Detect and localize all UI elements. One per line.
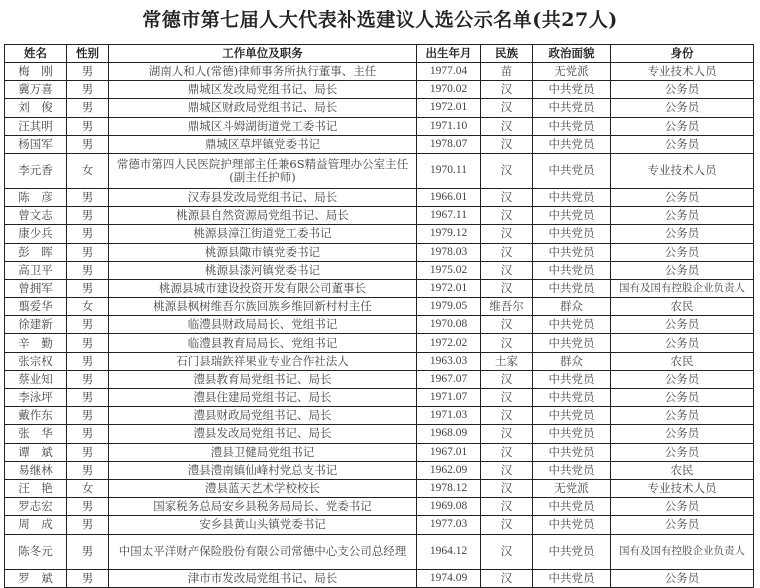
cell-politics: 中共党员: [533, 316, 611, 334]
cell-politics: 中共党员: [533, 461, 611, 479]
cell-identity: 公务员: [611, 225, 754, 243]
cell-ethnicity: 汉: [481, 153, 533, 188]
cell-birth: 1974.09: [417, 569, 481, 587]
header-identity: 身份: [611, 45, 754, 63]
cell-name: 李泳坪: [5, 389, 67, 407]
cell-gender: 男: [67, 334, 109, 352]
cell-ethnicity: 汉: [481, 99, 533, 117]
cell-ethnicity: 汉: [481, 188, 533, 206]
cell-name: 曾拥军: [5, 279, 67, 297]
cell-name: 戴作东: [5, 407, 67, 425]
cell-name: 曾文志: [5, 207, 67, 225]
cell-ethnicity: 汉: [481, 279, 533, 297]
cell-birth: 1972.01: [417, 99, 481, 117]
cell-birth: 1972.02: [417, 334, 481, 352]
table-row: [5, 261, 754, 279]
cell-identity: 公务员: [611, 99, 754, 117]
cell-name: 翦爱华: [5, 298, 67, 316]
cell-workplace: 澧县住建局党组书记、局长: [109, 389, 417, 407]
cell-name: 刘 俊: [5, 99, 67, 117]
cell-birth: 1971.10: [417, 117, 481, 135]
cell-identity: 国有及国有控股企业负责人: [611, 534, 754, 569]
cell-gender: 男: [67, 316, 109, 334]
cell-birth: 1970.11: [417, 153, 481, 188]
cell-gender: 男: [67, 461, 109, 479]
cell-gender: 男: [67, 498, 109, 516]
cell-politics: 中共党员: [533, 188, 611, 206]
header-ethnicity: 民族: [481, 45, 533, 63]
cell-name: 汪 艳: [5, 479, 67, 497]
table-row: [5, 298, 754, 316]
cell-gender: 女: [67, 298, 109, 316]
cell-politics: 群众: [533, 298, 611, 316]
cell-identity: 专业技术人员: [611, 153, 754, 188]
cell-name: 陈 彦: [5, 188, 67, 206]
cell-politics: 群众: [533, 352, 611, 370]
cell-gender: 男: [67, 63, 109, 81]
cell-name: 汪其明: [5, 117, 67, 135]
cell-workplace: 澧县发改局党组书记、局长: [109, 425, 417, 443]
table-row: [5, 225, 754, 243]
cell-name: 李元香: [5, 153, 67, 188]
cell-politics: 中共党员: [533, 425, 611, 443]
cell-politics: 中共党员: [533, 334, 611, 352]
cell-identity: 公务员: [611, 81, 754, 99]
cell-identity: 公务员: [611, 135, 754, 153]
cell-gender: 男: [67, 425, 109, 443]
cell-politics: 中共党员: [533, 135, 611, 153]
cell-gender: 男: [67, 407, 109, 425]
cell-workplace: 津市市发改局党组书记、局长: [109, 569, 417, 587]
cell-name: 张宗权: [5, 352, 67, 370]
cell-ethnicity: 汉: [481, 225, 533, 243]
cell-identity: 公务员: [611, 261, 754, 279]
cell-identity: 专业技术人员: [611, 479, 754, 497]
table-row: [5, 370, 754, 388]
cell-identity: 国有及国有控股企业负责人: [611, 279, 754, 297]
cell-gender: 男: [67, 261, 109, 279]
cell-identity: 公务员: [611, 370, 754, 388]
cell-birth: 1979.05: [417, 298, 481, 316]
cell-ethnicity: 汉: [481, 534, 533, 569]
cell-politics: 中共党员: [533, 534, 611, 569]
table-row: [5, 153, 754, 188]
cell-gender: 男: [67, 352, 109, 370]
cell-name: 谭 斌: [5, 443, 67, 461]
cell-gender: 男: [67, 188, 109, 206]
cell-name: 陈冬元: [5, 534, 67, 569]
cell-gender: 男: [67, 516, 109, 534]
header-workplace: 工作单位及职务: [109, 45, 417, 63]
cell-identity: 公务员: [611, 498, 754, 516]
cell-workplace: 临澧县教育局局长、党组书记: [109, 334, 417, 352]
cell-identity: 公务员: [611, 117, 754, 135]
cell-workplace: 桃源县陬市镇党委书记: [109, 243, 417, 261]
cell-ethnicity: 汉: [481, 569, 533, 587]
cell-name: 周 成: [5, 516, 67, 534]
cell-ethnicity: 汉: [481, 516, 533, 534]
cell-gender: 男: [67, 389, 109, 407]
cell-ethnicity: 汉: [481, 425, 533, 443]
cell-identity: 公务员: [611, 188, 754, 206]
cell-workplace: 国家税务总局安乡县税务局局长、党委书记: [109, 498, 417, 516]
cell-name: 罗志宏: [5, 498, 67, 516]
cell-politics: 中共党员: [533, 225, 611, 243]
cell-politics: 中共党员: [533, 117, 611, 135]
cell-politics: 中共党员: [533, 153, 611, 188]
cell-politics: 中共党员: [533, 99, 611, 117]
table-row: [5, 188, 754, 206]
cell-gender: 男: [67, 117, 109, 135]
cell-ethnicity: 汉: [481, 461, 533, 479]
cell-politics: 中共党员: [533, 516, 611, 534]
cell-workplace: 桃源县漳江街道党工委书记: [109, 225, 417, 243]
table-row: [5, 443, 754, 461]
cell-ethnicity: 维吾尔: [481, 298, 533, 316]
cell-workplace: 安乡县黄山头镇党委书记: [109, 516, 417, 534]
table-row: [5, 334, 754, 352]
cell-birth: 1979.12: [417, 225, 481, 243]
cell-gender: 女: [67, 153, 109, 188]
cell-birth: 1978.03: [417, 243, 481, 261]
table-row: [5, 117, 754, 135]
cell-politics: 中共党员: [533, 243, 611, 261]
cell-workplace: 汉寿县发改局党组书记、局长: [109, 188, 417, 206]
cell-birth: 1966.01: [417, 188, 481, 206]
cell-workplace: 桃源县自然资源局党组书记、局长: [109, 207, 417, 225]
cell-identity: 农民: [611, 298, 754, 316]
cell-gender: 男: [67, 443, 109, 461]
cell-gender: 男: [67, 207, 109, 225]
cell-workplace: 桃源县漆河镇党委书记: [109, 261, 417, 279]
table-row: [5, 316, 754, 334]
cell-birth: 1967.01: [417, 443, 481, 461]
header-birth: 出生年月: [417, 45, 481, 63]
cell-gender: 男: [67, 135, 109, 153]
cell-politics: 中共党员: [533, 279, 611, 297]
table-header-row: [5, 45, 754, 63]
header-gender: 性别: [67, 45, 109, 63]
cell-birth: 1977.04: [417, 63, 481, 81]
cell-gender: 男: [67, 370, 109, 388]
cell-name: 杨国军: [5, 135, 67, 153]
table-row: [5, 207, 754, 225]
cell-ethnicity: 汉: [481, 370, 533, 388]
table-row: [5, 479, 754, 497]
cell-birth: 1967.11: [417, 207, 481, 225]
cell-ethnicity: 汉: [481, 243, 533, 261]
cell-name: 彭 晖: [5, 243, 67, 261]
cell-ethnicity: 汉: [481, 135, 533, 153]
cell-politics: 中共党员: [533, 81, 611, 99]
table-row: [5, 516, 754, 534]
cell-workplace: 鼎城区发改局党组书记、局长: [109, 81, 417, 99]
cell-workplace: 桃源县城市建设投资开发有限公司董事长: [109, 279, 417, 297]
table-row: [5, 352, 754, 370]
cell-workplace: 临澧县财政局局长、党组书记: [109, 316, 417, 334]
cell-ethnicity: 汉: [481, 316, 533, 334]
table-row: [5, 279, 754, 297]
cell-politics: 中共党员: [533, 261, 611, 279]
cell-birth: 1978.07: [417, 135, 481, 153]
cell-name: 张 华: [5, 425, 67, 443]
cell-ethnicity: 汉: [481, 334, 533, 352]
cell-birth: 1970.08: [417, 316, 481, 334]
table-row: [5, 63, 754, 81]
cell-birth: 1970.02: [417, 81, 481, 99]
cell-identity: 公务员: [611, 425, 754, 443]
table-row: [5, 407, 754, 425]
table-row: [5, 389, 754, 407]
cell-birth: 1971.07: [417, 389, 481, 407]
cell-birth: 1964.12: [417, 534, 481, 569]
cell-identity: 农民: [611, 461, 754, 479]
cell-workplace: 澧县卫健局党组书记: [109, 443, 417, 461]
cell-birth: 1962.09: [417, 461, 481, 479]
cell-ethnicity: 土家: [481, 352, 533, 370]
table-row: [5, 243, 754, 261]
table-row: [5, 534, 754, 569]
cell-ethnicity: 汉: [481, 81, 533, 99]
cell-birth: 1975.02: [417, 261, 481, 279]
cell-identity: 公务员: [611, 443, 754, 461]
cell-politics: 中共党员: [533, 569, 611, 587]
cell-name: 易继林: [5, 461, 67, 479]
cell-politics: 中共党员: [533, 407, 611, 425]
cell-workplace: 澧县财政局党组书记、局长: [109, 407, 417, 425]
cell-politics: 中共党员: [533, 370, 611, 388]
cell-politics: 中共党员: [533, 443, 611, 461]
cell-identity: 公务员: [611, 569, 754, 587]
cell-identity: 公务员: [611, 207, 754, 225]
cell-workplace: 鼎城区斗姆湖街道党工委书记: [109, 117, 417, 135]
cell-gender: 男: [67, 279, 109, 297]
cell-name: 高卫平: [5, 261, 67, 279]
cell-workplace: 桃源县枫树维吾尔族回族乡维回新村村主任: [109, 298, 417, 316]
cell-politics: 中共党员: [533, 389, 611, 407]
cell-ethnicity: 汉: [481, 261, 533, 279]
cell-gender: 男: [67, 534, 109, 569]
cell-workplace: 澧县澧南镇仙峰村党总支书记: [109, 461, 417, 479]
cell-workplace: 湖南人和人(常德)律师事务所执行董事、主任: [109, 63, 417, 81]
cell-birth: 1978.12: [417, 479, 481, 497]
candidate-table: [4, 44, 754, 588]
cell-ethnicity: 汉: [481, 443, 533, 461]
cell-ethnicity: 汉: [481, 498, 533, 516]
cell-workplace: 鼎城区草坪镇党委书记: [109, 135, 417, 153]
table-row: [5, 569, 754, 587]
cell-politics: 中共党员: [533, 207, 611, 225]
cell-name: 梅 刚: [5, 63, 67, 81]
cell-identity: 农民: [611, 352, 754, 370]
cell-name: 罗 斌: [5, 569, 67, 587]
header-name: 姓名: [5, 45, 67, 63]
cell-birth: 1977.03: [417, 516, 481, 534]
cell-gender: 男: [67, 81, 109, 99]
page-title: 常德市第七届人大代表补选建议人选公示名单(共27人): [142, 9, 618, 31]
cell-identity: 公务员: [611, 243, 754, 261]
cell-ethnicity: 汉: [481, 479, 533, 497]
cell-gender: 女: [67, 479, 109, 497]
cell-gender: 男: [67, 225, 109, 243]
table-body: [5, 63, 754, 588]
cell-politics: 无党派: [533, 63, 611, 81]
cell-name: 蔡业知: [5, 370, 67, 388]
table-row: [5, 498, 754, 516]
header-politics: 政治面貌: [533, 45, 611, 63]
table-row: [5, 99, 754, 117]
cell-identity: 公务员: [611, 316, 754, 334]
cell-ethnicity: 苗: [481, 63, 533, 81]
cell-workplace: 常德市第四人民医院护理部主任兼6S精益管理办公室主任(副主任护师): [109, 153, 417, 188]
cell-politics: 中共党员: [533, 498, 611, 516]
table-row: [5, 135, 754, 153]
cell-birth: 1972.01: [417, 279, 481, 297]
cell-identity: 公务员: [611, 334, 754, 352]
cell-birth: 1963.03: [417, 352, 481, 370]
cell-ethnicity: 汉: [481, 389, 533, 407]
cell-workplace: 澧县蓝天艺术学校校长: [109, 479, 417, 497]
cell-ethnicity: 汉: [481, 207, 533, 225]
cell-identity: 公务员: [611, 389, 754, 407]
cell-politics: 无党派: [533, 479, 611, 497]
cell-name: 冀万喜: [5, 81, 67, 99]
cell-gender: 男: [67, 99, 109, 117]
cell-gender: 男: [67, 569, 109, 587]
cell-ethnicity: 汉: [481, 407, 533, 425]
cell-name: 辛 勤: [5, 334, 67, 352]
table-row: [5, 81, 754, 99]
table-row: [5, 425, 754, 443]
cell-name: 徐建新: [5, 316, 67, 334]
cell-workplace: 澧县教育局党组书记、局长: [109, 370, 417, 388]
cell-ethnicity: 汉: [481, 117, 533, 135]
cell-gender: 男: [67, 243, 109, 261]
table-row: [5, 461, 754, 479]
cell-workplace: 鼎城区财政局党组书记、局长: [109, 99, 417, 117]
cell-birth: 1968.09: [417, 425, 481, 443]
cell-identity: 公务员: [611, 516, 754, 534]
cell-name: 康少兵: [5, 225, 67, 243]
cell-birth: 1967.07: [417, 370, 481, 388]
cell-workplace: 石门县瑞鉃祥果业专业合作社法人: [109, 352, 417, 370]
cell-birth: 1971.03: [417, 407, 481, 425]
cell-birth: 1969.08: [417, 498, 481, 516]
cell-workplace: 中国太平洋财产保险股份有限公司常德中心支公司总经理: [109, 534, 417, 569]
cell-identity: 公务员: [611, 407, 754, 425]
cell-identity: 专业技术人员: [611, 63, 754, 81]
